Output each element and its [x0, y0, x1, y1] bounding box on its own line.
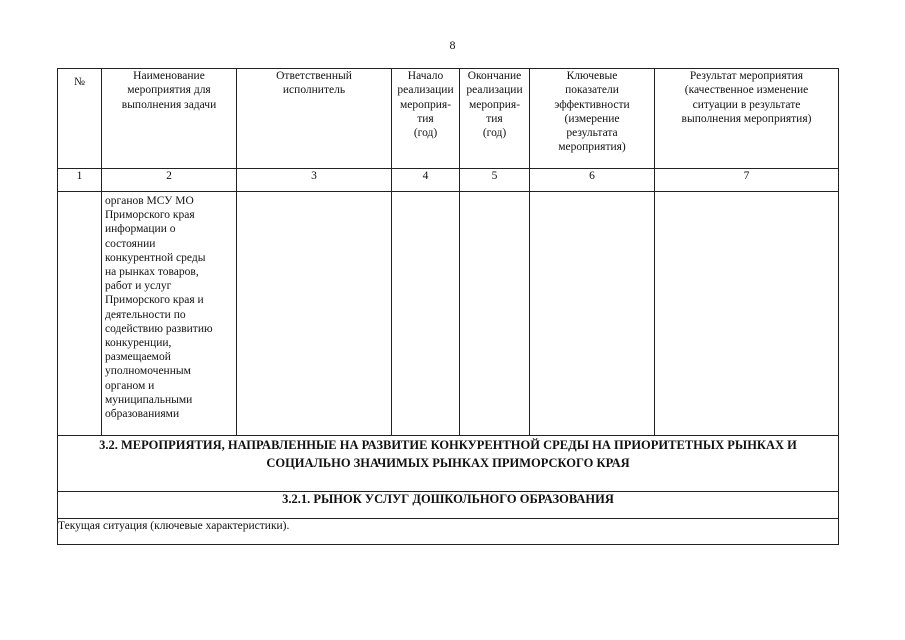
header-line: ситуации в результате [692, 98, 801, 111]
header-line: Ответственный [276, 70, 352, 82]
header-cell-kpi [530, 69, 655, 169]
header-line: тия [417, 112, 434, 125]
measure-name-line: образованиями [105, 408, 180, 421]
section-heading [58, 436, 839, 492]
section-heading-row [58, 436, 839, 492]
measure-name-line: органом и [105, 379, 155, 392]
measure-name-cell [102, 192, 237, 436]
measure-name-line: на рынках товаров, [105, 266, 199, 279]
measure-name-line: конкурентной среды [105, 251, 206, 264]
measure-name-line: содействию развитию [105, 322, 213, 335]
header-line: (год) [413, 127, 438, 140]
responsible-cell [237, 192, 392, 436]
row-number-cell [58, 192, 102, 436]
header-line: мероприя- [399, 98, 452, 111]
header-line: эффективности [554, 98, 630, 111]
situation-row [58, 519, 839, 545]
measure-name-line: конкуренции, [105, 337, 172, 350]
header-cell-number [58, 69, 102, 169]
measure-name-line: работ и услуг [105, 280, 172, 293]
header-cell-name [102, 69, 237, 169]
page-number: 8 [449, 38, 456, 52]
situation-text: Текущая ситуация (ключевые характеристики). [58, 519, 839, 545]
header-line: Начало [407, 70, 444, 82]
header-line: Результат мероприятия [689, 70, 804, 82]
column-number-cell: 6 [530, 169, 655, 192]
header-line: Окончание [467, 70, 522, 82]
column-number-cell: 2 [102, 169, 237, 192]
column-number-row [58, 169, 839, 192]
start-year-cell [392, 192, 460, 436]
measure-name-line: муниципальными [105, 393, 193, 406]
header-line: показатели [565, 84, 619, 97]
header-line: (измерение [564, 112, 620, 125]
header-line: реализации [466, 84, 523, 97]
table-header-row [58, 69, 839, 169]
measures-table [57, 68, 839, 545]
column-number-cell: 7 [655, 169, 839, 192]
header-cell-result [655, 69, 839, 169]
column-number-cell: 3 [237, 169, 392, 192]
kpi-cell [530, 192, 655, 436]
table-row [58, 192, 839, 436]
column-number-cell: 4 [392, 169, 460, 192]
measure-name-line: информации о [105, 223, 176, 236]
header-cell-end-year [460, 69, 530, 169]
header-line: выполнения мероприятия) [681, 112, 812, 125]
header-cell-responsible [237, 69, 392, 169]
column-number-cell: 1 [58, 169, 102, 192]
header-line: выполнения задачи [121, 98, 217, 111]
header-line: реализации [397, 84, 454, 97]
header-line: мероприя- [468, 98, 521, 111]
header-line: мероприятия) [558, 141, 626, 154]
measure-name-line: размещаемой [105, 351, 171, 364]
header-number-label: № [74, 76, 85, 88]
column-number-cell: 5 [460, 169, 530, 192]
section-heading-line: 3.2. МЕРОПРИЯТИЯ, НАПРАВЛЕННЫЕ НА РАЗВИТИЕ КОНКУРЕНТНОЙ СРЕДЫ НА ПРИОРИТЕТНЫХ РЫНКАХ И [99, 438, 797, 452]
header-line: (качественное изменение [684, 84, 809, 97]
section-heading-line: СОЦИАЛЬНО ЗНАЧИМЫХ РЫНКАХ ПРИМОРСКОГО КРАЯ [266, 456, 630, 470]
measure-name-line: Приморского края [105, 209, 195, 222]
measure-name-line: деятельности по [105, 308, 186, 321]
result-cell [655, 192, 839, 436]
header-line: исполнитель [282, 84, 346, 97]
header-line: Наименование [133, 70, 205, 82]
header-line: (год) [482, 127, 507, 140]
end-year-cell [460, 192, 530, 436]
measure-name-line: состоянии [105, 237, 156, 250]
header-line: результата [566, 127, 618, 140]
measure-name-line: уполномоченным [105, 365, 191, 378]
subsection-heading-row [58, 492, 839, 519]
header-cell-start-year [392, 69, 460, 169]
header-line: Ключевые [566, 70, 618, 82]
measure-name-line: Приморского края и [105, 294, 204, 307]
measure-name-line: органов МСУ МО [105, 195, 194, 207]
header-line: тия [486, 112, 503, 125]
subsection-heading: 3.2.1. РЫНОК УСЛУГ ДОШКОЛЬНОГО ОБРАЗОВАНИЯ [58, 492, 839, 519]
header-line: мероприятия для [127, 84, 211, 97]
